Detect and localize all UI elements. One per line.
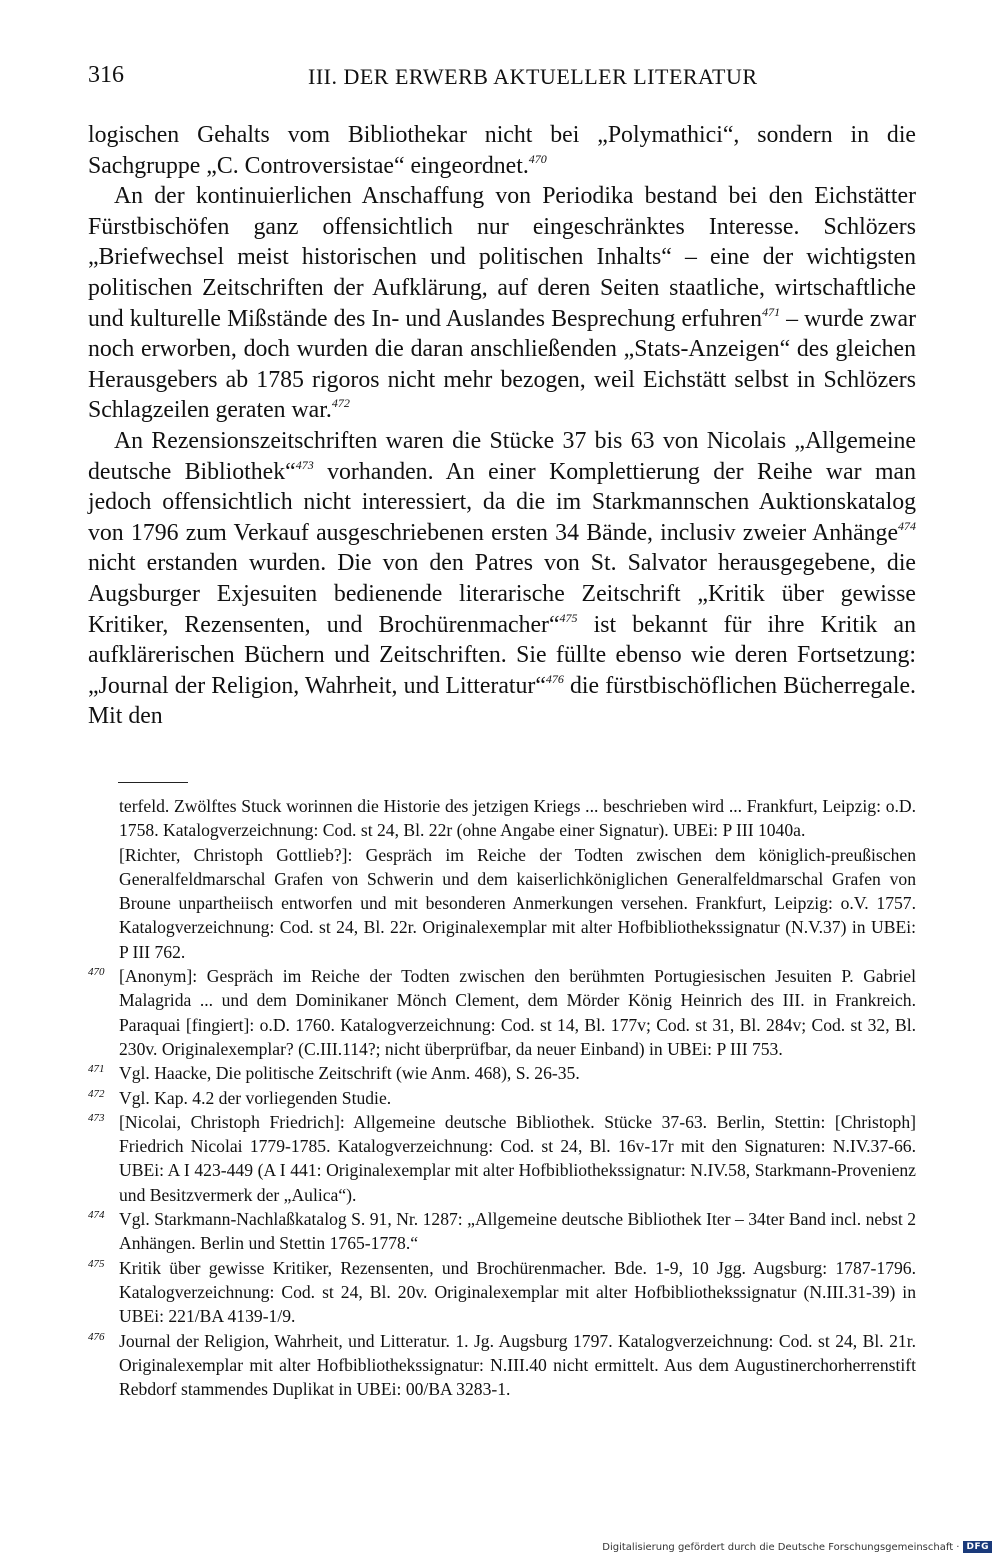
- footnote-text: [Anonym]: Gespräch im Reiche der Todten zwischen den berühmten Portugiesischen Jesuiten P. Gabriel Malagrida ... und dem Dominikaner Mönch Clement, dem Mörder König Heinrich des III. in Frankreich. Paraquai [fingiert]: o.D. 1760. Katalogverzeichnung: Cod. st 14, Bl. 177v; Cod. st 31, Bl. 284v; Cod. st 32, Bl. 230v. Originalexemplar? (C.III.114?; nicht überprüfbar, da neuer Einband) in UBEi: P III 753.: [119, 966, 916, 1059]
- footnote-list: [88, 964, 916, 1401]
- footnote-ref: 471: [762, 304, 781, 319]
- footnote-ref: 470: [528, 151, 547, 166]
- footnote-ref: 476: [545, 671, 564, 686]
- footnote-item: [88, 1110, 916, 1207]
- footnote-text: Kritik über gewisse Kritiker, Rezensenten, und Brochürenmacher. Bde. 1-9, 10 Jgg. Augsburg: 1787-1796. Katalogverzeichnung: Cod. st 24, Bl. 20v. Originalexemplar mit alter Hofbibliothekssignatur (N.III.31-39) in UBEi: 221/BA 4139-1/9.: [119, 1257, 916, 1327]
- footnote-number: 475: [88, 1257, 105, 1270]
- footnote-continuation: terfeld. Zwölftes Stuck worinnen die Historie des jetzigen Kriegs ... beschrieben wird ... Frankfurt, Leipzig: o.D. 1758. Katalogverzeichnung: Cod. st 24, Bl. 22r (ohne Angabe einer Signatur). UBEi: P III 1040a.: [119, 796, 916, 841]
- footnote-ref: 473: [295, 457, 314, 472]
- running-head: III. DER ERWERB AKTUELLER LITERATUR: [308, 64, 758, 89]
- footnote-text: [Nicolai, Christoph Friedrich]: Allgemeine deutsche Bibliothek. Stücke 37-63. Berlin, Stettin: [Christoph] Friedrich Nicolai 1779-1785. Katalogverzeichnung: Cod. st 24, Bl. 16v-17r mit den Signaturen: N.IV.37-66. UBEi: A I 423-449 (A I 441: Originalexemplar mit alter Hofbibliothekssignatur: N.IV.58, Starkmann-Provenienz und Besitzvermerk der „Aulica“).: [119, 1111, 916, 1205]
- footnote-number: 470: [88, 966, 105, 979]
- footnote-number: 472: [88, 1087, 105, 1100]
- footnote-number: 471: [88, 1063, 105, 1076]
- paragraph-3: An Rezensionszeitschriften waren die Stücke 37 bis 63 von Nicolais „Allgemeine deutsche Bibliothek“$^{473}$ vorhanden. An einer Komplettierung der Reihe war man jedoch offensichtlich nicht interessiert, da die im Starkmannschen Auktionskatalog von 1796 zum Verkauf ausgeschriebenen ersten 34 Bände, inclusiv zweier Anhänge$^{474}$ nicht erstanden wurden. Die von den Patres von St. Salvator herausgegebene, die Augsburger Exjesuiten bedienende literarische Zeitschrift „Kritik über gewisse Kritiker, Rezensenten, und Brochürenmacher“$^{475}$ ist bekannt für ihre Kritik an aufklärerischen Büchern und Zeitschriften. Sie füllte ebenso wie deren Fortsetzung: „Journal der Religion, Wahrheit, und Litteratur“$^{476}$ die fürstbischöflichen Bücherregale. Mit den: [88, 427, 916, 730]
- footnote-item: [88, 1061, 916, 1085]
- footnote-ref: 474: [898, 518, 916, 533]
- paragraph-1: logischen Gehalts vom Bibliothekar nicht bei „Polymathici“, sondern in die Sachgruppe „C. Controversistae“ eingeordnet.$^{470}$: [88, 122, 916, 179]
- footnote-separator: [118, 782, 188, 783]
- dfg-watermark: [602, 1541, 992, 1553]
- watermark-text: Digitalisierung gefördert durch die Deutsche Forschungsgemeinschaft ·: [602, 1541, 960, 1553]
- footnote-continuation: [Richter, Christoph Gottlieb?]: Gespräch im Reiche der Todten zwischen dem königlich-preußischen Generalfeldmarschal Grafen von Schwerin und dem kaiserlichköniglichen Generalfeldmarschal Grafen von Broune unpartheiisch entworfen und mit besonderen Anmerkungen versehen. Frankfurt, Leipzig: o.V. 1757. Katalogverzeichnung: Cod. st 24, Bl. 22r. Originalexemplar mit alter Hofbibliothekssignatur (N.V.37) in UBEi: P III 762.: [119, 844, 916, 962]
- page-header: [88, 62, 912, 96]
- paragraph-2: An der kontinuierlichen Anschaffung von Periodika bestand bei den Eichstätter Fürstbischöfen ganz offensichtlich nur eingeschränktes Interesse. Schlözers „Briefwechsel meist historischen und politischen Inhalts“ – eine der wichtigsten politischen Zeitschriften der Aufklärung, auf deren Seiten staatliche, wirtschaftliche und kulturelle Mißstände des In- und Auslandes Besprechung erfuhren$^{471}$ – wurde zwar noch erworben, doch wurden die daran anschließenden „Stats-Anzeigen“ des gleichen Herausgebers ab 1785 rigoros nicht mehr bezogen, weil Eichstätt selbst in Schlözers Schlagzeilen geraten war.$^{472}$: [88, 183, 916, 424]
- footnotes: [88, 794, 916, 1401]
- dfg-logo: DFG: [963, 1541, 992, 1553]
- footnote-item: [88, 1256, 916, 1329]
- footnote-text: Vgl. Haacke, Die politische Zeitschrift (wie Anm. 468), S. 26-35.: [119, 1063, 580, 1084]
- main-text: [88, 120, 916, 732]
- footnote-text: Vgl. Starkmann-Nachlaßkatalog S. 91, Nr. 1287: „Allgemeine deutsche Bibliothek Iter – 34ter Band incl. nebst 2 Anhängen. Berlin und Stettin 1765-1778.“: [119, 1209, 916, 1254]
- footnote-ref: 472: [331, 396, 350, 411]
- footnote-item: [88, 1329, 916, 1402]
- footnote-number: 476: [88, 1330, 105, 1343]
- footnote-item: [88, 1207, 916, 1256]
- footnote-text: Journal der Religion, Wahrheit, und Litteratur. 1. Jg. Augsburg 1797. Katalogverzeichnung: Cod. st 24, Bl. 21r. Originalexemplar mit alter Hofbibliothekssignatur: N.III.40 nicht ermittelt. Aus dem Augustinerchorherrenstift Rebdorf stammendes Duplikat in UBEi: 00/BA 3283-1.: [119, 1330, 916, 1400]
- footnote-ref: 475: [559, 610, 578, 625]
- footnote-text: Vgl. Kap. 4.2 der vorliegenden Studie.: [119, 1087, 392, 1108]
- page-number: 316: [88, 62, 124, 88]
- footnote-number: 474: [88, 1209, 105, 1222]
- footnote-number: 473: [88, 1111, 105, 1124]
- footnote-item: [88, 1086, 916, 1110]
- footnote-item: [88, 964, 916, 1061]
